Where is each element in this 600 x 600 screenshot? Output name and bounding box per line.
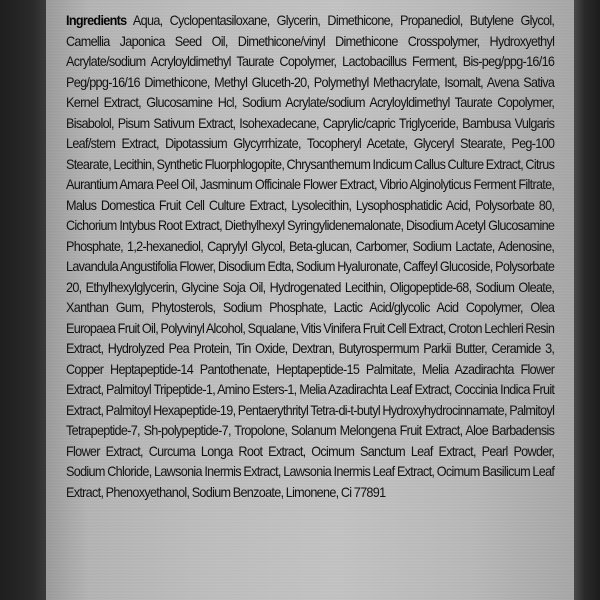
ingredients-list (66, 11, 554, 503)
package-edge-left (0, 0, 46, 600)
ingredients-heading: Ingredients (66, 13, 127, 28)
package-edge-right (574, 0, 600, 600)
ingredients-label-panel (46, 0, 574, 600)
ingredients-text: Aqua, Cyclopentasiloxane, Glycerin, Dimethicone, Propanediol, Butylene Glycol, Camellia Japonica Seed Oil, Dimethicone/vinyl Dimethicone Crosspolymer, Hydroxyethyl Acrylate/sodium Acryloyldimethyl Taurate Copolymer, Lactobacillus Ferment, Bis-peg/ppg-16/16 Peg/ppg-16/16 Dimethicone, Methyl Gluceth-20, Polymethyl Methacrylate, Isomalt, Avena Sativa Kernel Extract, Glucosamine Hcl, Sodium Acrylate/sodium Acryloyldimethyl Taurate Copolymer, Bisabolol, Pisum Sativum Extract, Isohexadecane, Caprylic/capric Triglyceride, Bambusa Vulgaris Leaf/stem Extract, Dipotassium Glycyrrhizate, Tocopheryl Acetate, Glyceryl Stearate, Peg-100 Stearate, Lecithin, Synthetic Fluorphlogopite, Chrysanthemum Indicum Callus Culture Extract, Citrus Aurantium Amara Peel Oil, Jasminum Officinale Flower Extract, Vibrio Alginolyticus Ferment Filtrate, Malus Domestica Fruit Cell Culture Extract, Lysolecithin, Lysophosphatidic Acid, Polysorbate 80, Cichorium Intybus Root Extract, Diethylhexyl Syringylidenemalonate, Disodium Acetyl Glucosamine Phosphate, 1,2-hexanediol, Caprylyl Glycol, Beta-glucan, Carbomer, Sodium Lactate, Adenosine, Lavandula Angustifolia Flower, Disodium Edta, Sodium Hyaluronate, Caffeyl Glucoside, Polysorbate 20, Ethylhexylglycerin, Glycine Soja Oil, Hydrogenated Lecithin, Oligopeptide-68, Sodium Oleate, Xanthan Gum, Phytosterols, Sodium Phosphate, Lactic Acid/glycolic Acid Copolymer, Olea Europaea Fruit Oil, Polyvinyl Alcohol, Squalane, Vitis Vinifera Fruit Cell Extract, Croton Lechleri Resin Extract, Hydrolyzed Pea Protein, Tin Oxide, Dextran, Butyrospermum Parkii Butter, Ceramide 3, Copper Heptapeptide-14 Pantothenate, Heptapeptide-15 Palmitate, Melia Azadirachta Flower Extract, Palmitoyl Tripeptide-1, Amino Esters-1, Melia Azadirachta Leaf Extract, Coccinia Indica Fruit Extract, Palmitoyl Hexapeptide-19, Pentaerythrityl Tetra-di-t-butyl Hydroxyhydrocinnamate, Palmitoyl Tetrapeptide-7, Sh-polypeptide-7, Tropolone, Solanum Melongena Fruit Extract, Aloe Barbadensis Flower Extract, Curcuma Longa Root Extract, Ocimum Sanctum Leaf Extract, Pearl Powder, Sodium Chloride, Lawsonia Inermis Extract, Lawsonia Inermis Leaf Extract, Ocimum Basilicum Leaf Extract, Phenoxyethanol, Sodium Benzoate, Limonene, Ci 77891 (66, 13, 555, 500)
